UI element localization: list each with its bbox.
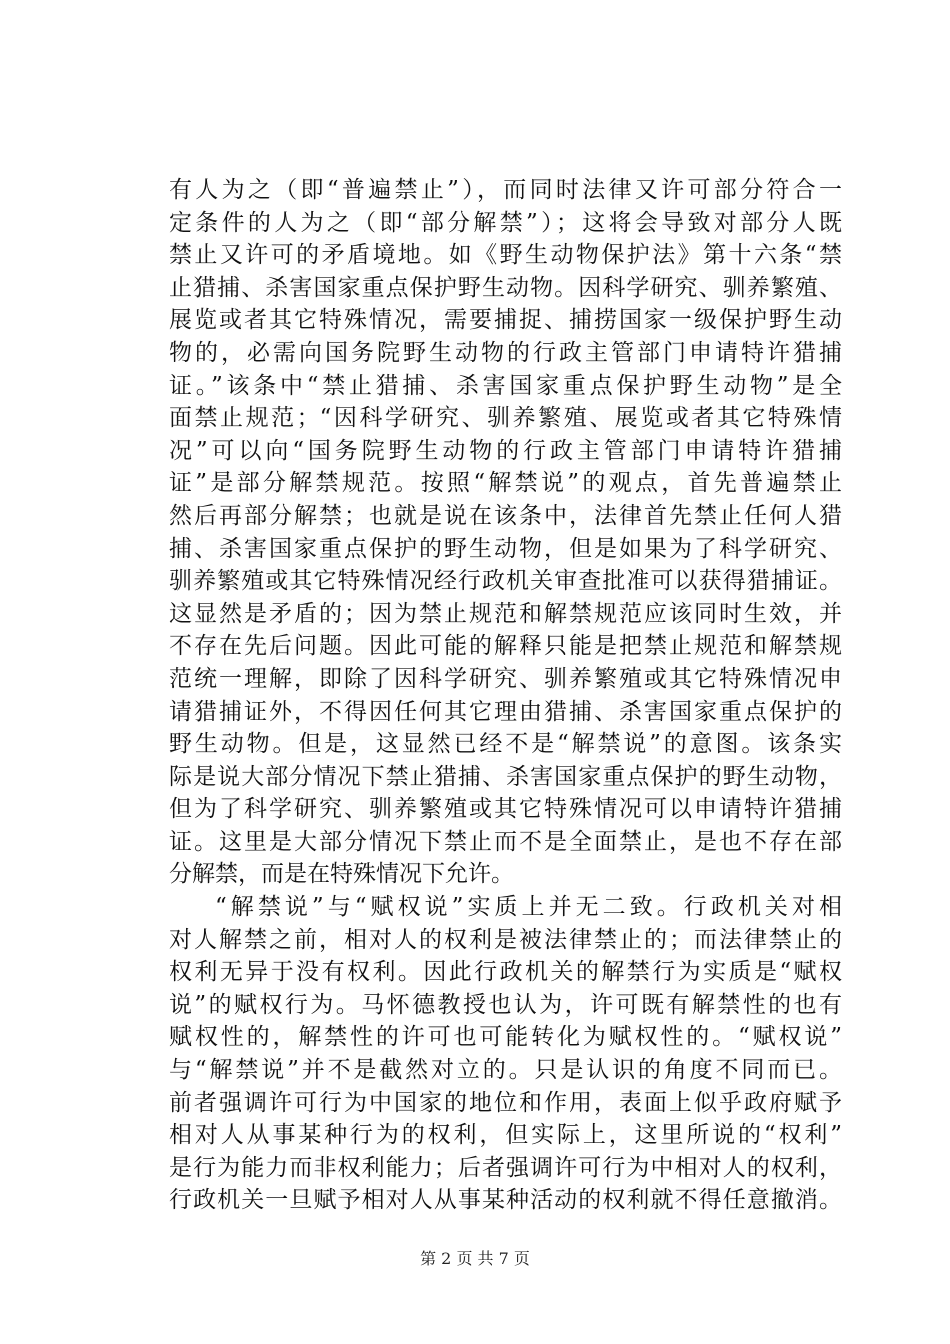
text-line: 证。这里是大部分情况下禁止而不是全面禁止，是也不存在部 (169, 828, 842, 855)
text-line: 分解禁，而是在特殊情况下允许。 (169, 861, 514, 888)
text-line: 但为了科学研究、驯养繁殖或其它特殊情况可以申请特许猎捕 (169, 796, 842, 823)
text-line: 际是说大部分情况下禁止猎捕、杀害国家重点保护的野生动物， (169, 763, 842, 790)
text-line: 有人为之（即“普遍禁止”），而同时法律又许可部分符合一 (169, 177, 842, 203)
text-line: 定条件的人为之（即“部分解禁”）；这将会导致对部分人既 (169, 209, 842, 236)
text-line: 请猎捕证外，不得因任何其它理由猎捕、杀害国家重点保护的 (169, 698, 842, 725)
text-line: 赋权性的，解禁性的许可也可能转化为赋权性的。“赋权说” (169, 1024, 842, 1051)
page-number-footer: 第 2 页 共 7 页 (420, 1249, 530, 1268)
text-line: “解禁说”与“赋权说”实质上并无二致。行政机关对相 (215, 894, 842, 921)
text-line: 然后再部分解禁；也就是说在该条中，法律首先禁止任何人猎 (169, 502, 842, 529)
text-line: 禁止又许可的矛盾境地。如《野生动物保护法》第十六条“禁 (169, 242, 842, 269)
text-line: 证。”该条中“禁止猎捕、杀害国家重点保护野生动物”是全 (169, 372, 842, 399)
paragraph-1 (169, 174, 842, 891)
text-line: 行政机关一旦赋予相对人从事某种活动的权利就不得任意撤消。 (169, 1187, 842, 1214)
text-line: 展览或者其它特殊情况，需要捕捉、捕捞国家一级保护野生动 (169, 307, 842, 334)
text-line: 前者强调许可行为中国家的地位和作用，表面上似乎政府赋予 (169, 1089, 842, 1116)
text-line: 面禁止规范；“因科学研究、驯养繁殖、展览或者其它特殊情 (169, 405, 842, 432)
paragraph-2 (169, 891, 842, 1217)
text-line: 对人解禁之前，相对人的权利是被法律禁止的；而法律禁止的 (169, 926, 842, 953)
text-line: 况”可以向“国务院野生动物的行政主管部门申请特许猎捕 (169, 437, 842, 464)
text-line: 野生动物。但是，这显然已经不是“解禁说”的意图。该条实 (169, 731, 842, 758)
text-line: 证”是部分解禁规范。按照“解禁说”的观点，首先普遍禁止 (169, 470, 842, 497)
text-line: 止猎捕、杀害国家重点保护野生动物。因科学研究、驯养繁殖、 (169, 274, 842, 301)
text-line: 与“解禁说”并不是截然对立的。只是认识的角度不同而已。 (169, 1057, 842, 1084)
text-line: 相对人从事某种行为的权利，但实际上，这里所说的“权利” (169, 1122, 842, 1149)
document-body (169, 174, 842, 1217)
text-line: 这显然是矛盾的；因为禁止规范和解禁规范应该同时生效，并 (169, 600, 842, 627)
text-line: 权利无异于没有权利。因此行政机关的解禁行为实质是“赋权 (169, 959, 842, 986)
text-line: 是行为能力而非权利能力；后者强调许可行为中相对人的权利， (169, 1154, 842, 1181)
text-line: 不存在先后问题。因此可能的解释只能是把禁止规范和解禁规 (169, 633, 842, 660)
text-line: 捕、杀害国家重点保护的野生动物，但是如果为了科学研究、 (169, 535, 842, 562)
text-line: 驯养繁殖或其它特殊情况经行政机关审查批准可以获得猎捕证。 (169, 568, 842, 595)
text-line: 物的，必需向国务院野生动物的行政主管部门申请特许猎捕 (169, 339, 842, 366)
text-line: 说”的赋权行为。马怀德教授也认为，许可既有解禁性的也有 (169, 991, 842, 1018)
text-line: 范统一理解，即除了因科学研究、驯养繁殖或其它特殊情况申 (169, 665, 842, 692)
